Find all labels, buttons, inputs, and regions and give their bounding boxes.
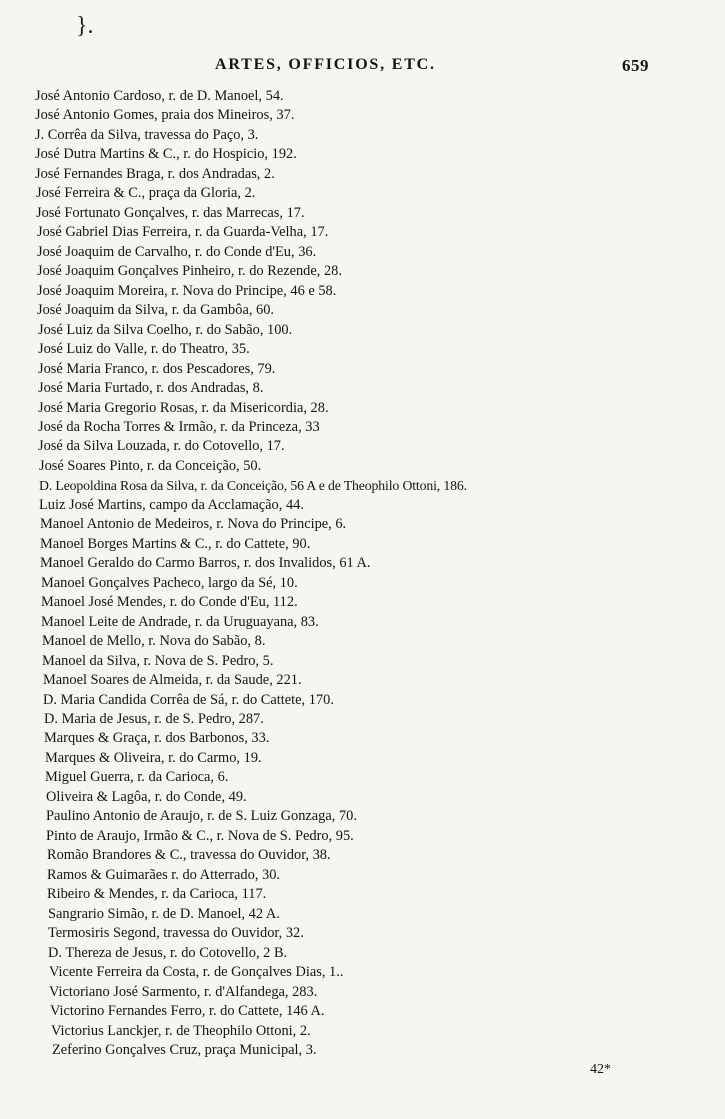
- directory-entry: José Maria Gregorio Rosas, r. da Misericordia, 28.: [38, 399, 329, 416]
- page-number: 659: [622, 56, 649, 75]
- directory-entry: José Maria Furtado, r. dos Andradas, 8.: [38, 380, 264, 397]
- directory-entry: Manoel Borges Martins & C., r. do Cattete, 90.: [40, 535, 311, 552]
- directory-entry: Luiz José Martins, campo da Acclamação, 44.: [39, 496, 304, 513]
- directory-entry: D. Maria Candida Corrêa de Sá, r. do Cattete, 170.: [43, 691, 334, 708]
- directory-entry: José Fernandes Braga, r. dos Andradas, 2.: [35, 165, 275, 182]
- directory-entry: Manoel Soares de Almeida, r. da Saude, 221.: [43, 672, 302, 689]
- directory-entry: José Antonio Cardoso, r. de D. Manoel, 54.: [35, 88, 284, 104]
- directory-entry: Marques & Oliveira, r. do Carmo, 19.: [45, 749, 262, 766]
- directory-entry: Vicente Ferreira da Costa, r. de Gonçalves Dias, 1..: [49, 964, 344, 981]
- directory-entry: Marques & Graça, r. dos Barbonos, 33.: [44, 730, 270, 747]
- directory-entry: José da Rocha Torres & Irmão, r. da Princeza, 33: [38, 418, 320, 435]
- directory-entry: Romão Brandores & C., travessa do Ouvidor, 38.: [47, 847, 331, 864]
- directory-entry: Miguel Guerra, r. da Carioca, 6.: [45, 769, 229, 786]
- directory-entry: José da Silva Louzada, r. do Cotovello, 17.: [38, 438, 285, 455]
- directory-entry: Manoel Geraldo do Carmo Barros, r. dos Invalidos, 61 A.: [40, 555, 371, 572]
- directory-entry: José Gabriel Dias Ferreira, r. da Guarda-Velha, 17.: [37, 224, 329, 241]
- printer-signature: 42*: [590, 1062, 611, 1077]
- directory-entry: Manoel Leite de Andrade, r. da Uruguayana, 83.: [41, 613, 319, 630]
- page-header: [0, 56, 725, 80]
- directory-entry: José Maria Franco, r. dos Pescadores, 79.: [38, 360, 276, 377]
- directory-entry: Ribeiro & Mendes, r. da Carioca, 117.: [47, 886, 267, 903]
- directory-entry: Manoel Gonçalves Pacheco, largo da Sé, 10.: [41, 574, 298, 591]
- directory-entry: José Joaquim da Silva, r. da Gambôa, 60.: [37, 302, 275, 319]
- directory-entry: D. Maria de Jesus, r. de S. Pedro, 287.: [44, 711, 264, 727]
- directory-entry: Victorius Lanckjer, r. de Theophilo Ottoni, 2.: [51, 1022, 311, 1039]
- directory-entry: Zeferino Gonçalves Cruz, praça Municipal, 3.: [52, 1041, 317, 1058]
- directory-entry: José Joaquim de Carvalho, r. do Conde d'Eu, 36.: [37, 243, 317, 260]
- directory-entry: Termosiris Segond, travessa do Ouvidor, 32.: [48, 925, 304, 942]
- directory-entry: Sangrario Simão, r. de D. Manoel, 42 A.: [48, 905, 280, 922]
- directory-entry: Victoriano José Sarmento, r. d'Alfandega, 283.: [49, 983, 318, 1000]
- directory-entry: José Dutra Martins & C., r. do Hospicio, 192.: [35, 146, 297, 163]
- directory-entry: José Luiz da Silva Coelho, r. do Sabão, 100.: [38, 321, 293, 338]
- directory-entry: José Soares Pinto, r. da Conceição, 50.: [39, 457, 262, 474]
- directory-entry: Manoel José Mendes, r. do Conde d'Eu, 112.: [41, 594, 298, 611]
- directory-entry: Manoel Antonio de Medeiros, r. Nova do Principe, 6.: [40, 516, 347, 533]
- directory-entry: Manoel de Mello, r. Nova do Sabão, 8.: [42, 633, 266, 650]
- directory-entry: José Luiz do Valle, r. do Theatro, 35.: [38, 341, 250, 358]
- directory-list: [0, 87, 725, 1060]
- directory-entry: Pinto de Araujo, Irmão & C., r. Nova de S. Pedro, 95.: [46, 827, 354, 844]
- directory-entry: Manoel da Silva, r. Nova de S. Pedro, 5.: [42, 652, 274, 669]
- directory-entry: José Joaquim Gonçalves Pinheiro, r. do Rezende, 28.: [37, 263, 342, 280]
- directory-entry: D. Leopoldina Rosa da Silva, r. da Conceição, 56 A e de Theophilo Ottoni, 186.: [39, 478, 467, 494]
- directory-entry: José Fortunato Gonçalves, r. das Marrecas, 17.: [36, 204, 305, 221]
- directory-entry: Victorino Fernandes Ferro, r. do Cattete, 146 A.: [50, 1003, 325, 1020]
- directory-entry: Oliveira & Lagôa, r. do Conde, 49.: [46, 788, 247, 805]
- section-title: ARTES, OFFICIOS, ETC.: [215, 56, 436, 73]
- directory-entry: D. Thereza de Jesus, r. do Cotovello, 2 B.: [48, 944, 288, 961]
- directory-entry: José Antonio Gomes, praia dos Mineiros, 37.: [35, 107, 295, 124]
- directory-entry: José Joaquim Moreira, r. Nova do Principe, 46 e 58.: [37, 282, 337, 299]
- directory-entry: J. Corrêa da Silva, travessa do Paço, 3.: [35, 126, 259, 143]
- page-mark: }.: [76, 13, 94, 39]
- directory-entry: Ramos & Guimarães r. do Atterrado, 30.: [47, 866, 281, 883]
- directory-entry: José Ferreira & C., praça da Gloria, 2.: [36, 185, 256, 202]
- directory-entry: Paulino Antonio de Araujo, r. de S. Luiz Gonzaga, 70.: [46, 808, 357, 825]
